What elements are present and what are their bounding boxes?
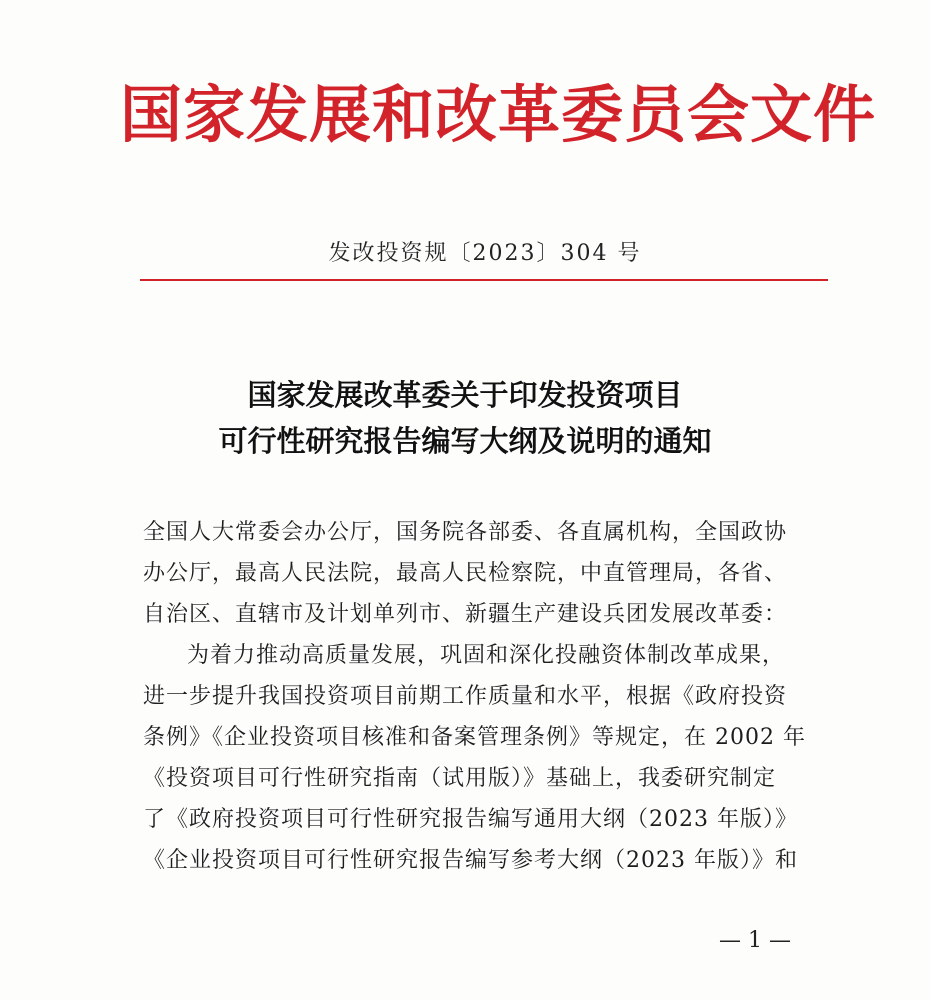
body-line: 条例》《企业投资项目核准和备案管理条例》等规定，在 2002 年 — [143, 725, 806, 750]
document-number: 发改投资规〔2023〕304 号 — [328, 241, 642, 266]
body-line: 了《政府投资项目可行性研究报告编写通用大纲（2023 年版）》 — [143, 807, 798, 832]
title-line-2: 可行性研究报告编写大纲及说明的通知 — [218, 424, 712, 458]
body-line: 进一步提升我国投资项目前期工作质量和水平，根据《政府投资 — [143, 684, 788, 709]
body-line: 《企业投资项目可行性研究报告编写参考大纲（2023 年版）》和 — [143, 848, 798, 873]
body-line: 全国人大常委会办公厅，国务院各部委、各直属机构，全国政协 — [143, 520, 788, 545]
body-line: 《投资项目可行性研究指南（试用版）》基础上，我委研究制定 — [143, 766, 777, 791]
body-line: 为着力推动高质量发展，巩固和深化投融资体制改革成果， — [187, 643, 786, 668]
masthead: 国家发展和改革委员会文件 — [120, 78, 877, 151]
body-line: 办公厅，最高人民法院，最高人民检察院，中直管理局，各省、 — [143, 561, 788, 586]
page-number: — 1 — — [719, 928, 791, 953]
body-line: 自治区、直辖市及计划单列市、新疆生产建设兵团发展改革委： — [143, 602, 788, 627]
body-text — [143, 512, 833, 881]
red-divider-line — [140, 279, 828, 281]
document-title — [110, 372, 820, 464]
title-line-1: 国家发展改革委关于印发投资项目 — [247, 378, 683, 412]
